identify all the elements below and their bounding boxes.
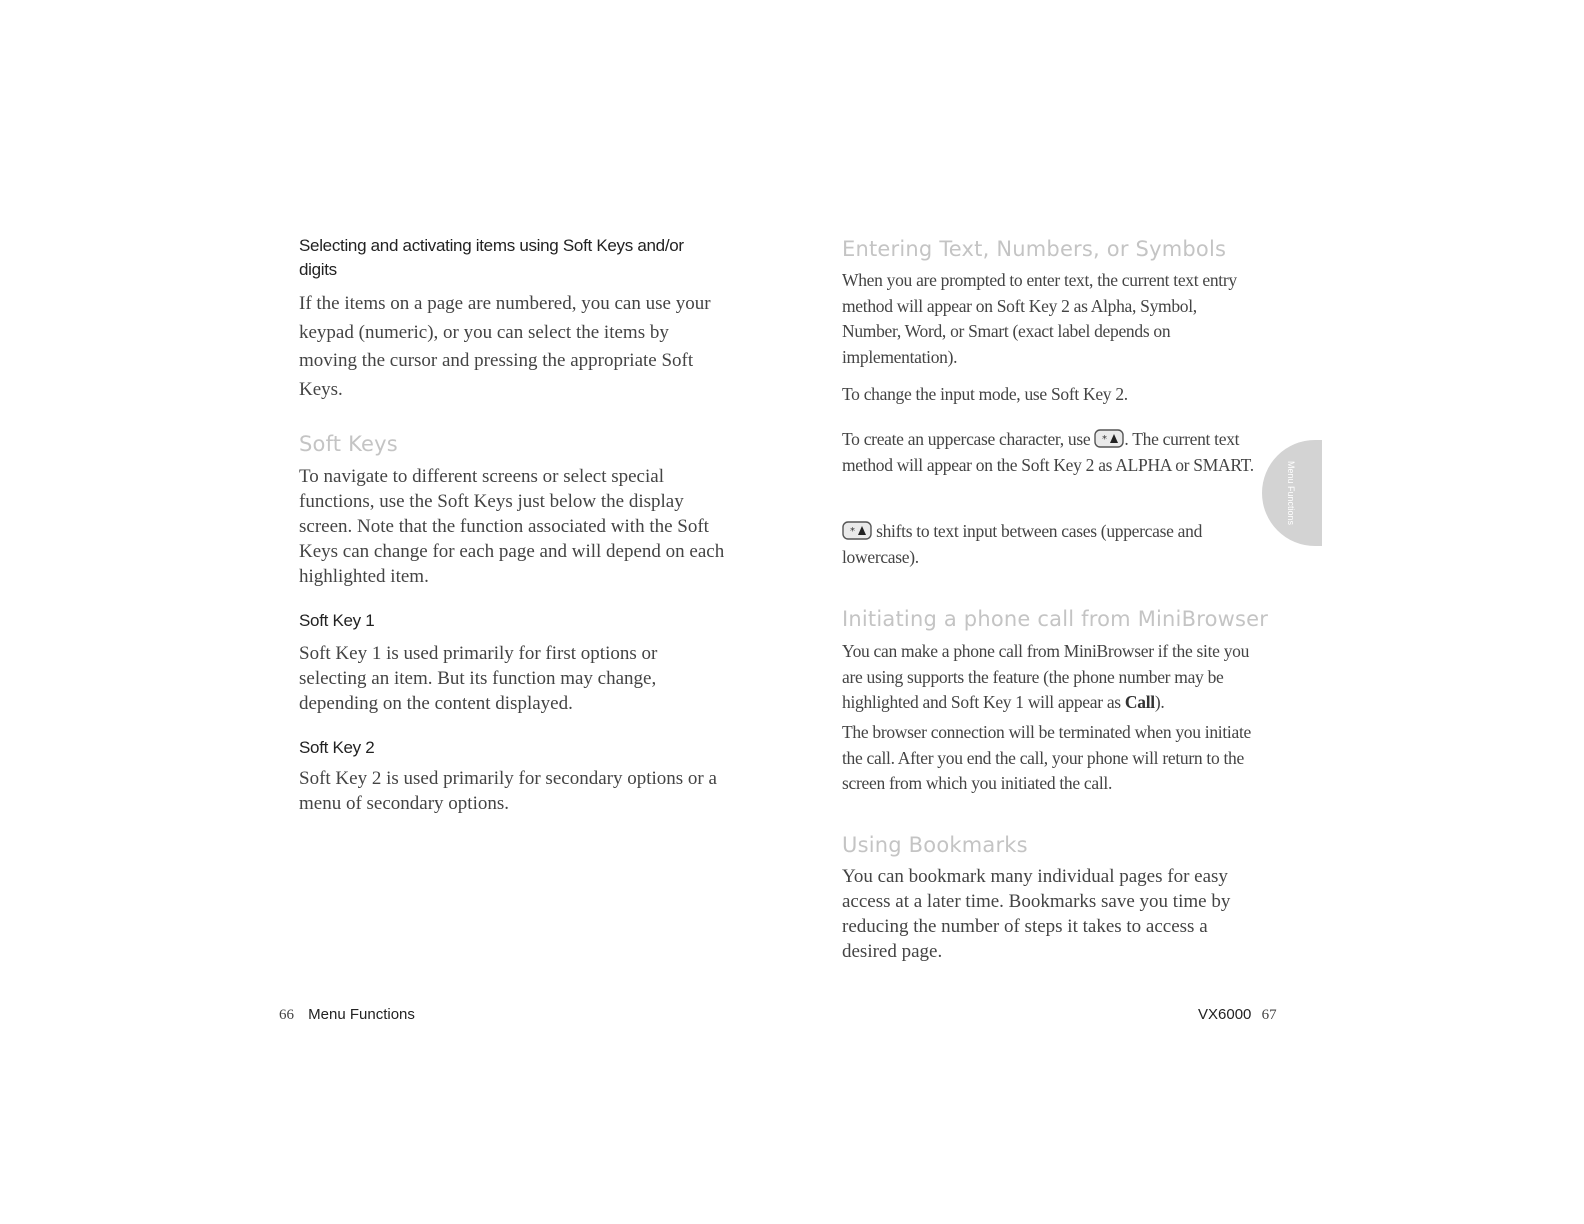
svg-text:*: *: [850, 526, 855, 537]
phone-call-heading: Initiating a phone call from MiniBrowser: [842, 607, 1269, 631]
phone-call-text-before: You can make a phone call from MiniBrowser if the site you are using supports the feature (the phone number may be highlighted and Soft Key 1 will appear as: [842, 641, 1250, 712]
soft-keys-paragraph: To navigate to different screens or select special functions, use the Soft Keys just below the display screen. Note that the function associated with the Soft Keys can change for each page and will depend on each highlighted item.: [299, 466, 725, 587]
intro-subheading: Selecting and activating items using Soft Keys and/or digits: [299, 236, 684, 279]
change-mode-paragraph: To change the input mode, use Soft Key 2.: [842, 384, 1128, 404]
soft-key-2-paragraph: Soft Key 2 is used primarily for secondary options or a menu of secondary options.: [299, 768, 717, 814]
bookmarks-paragraph: You can bookmark many individual pages for easy access at a later time. Bookmarks save you time by reducing the number of steps it takes to access a desired page.: [842, 866, 1231, 962]
entering-text-heading: Entering Text, Numbers, or Symbols: [842, 237, 1227, 261]
right-page-number: 67: [1261, 1007, 1277, 1023]
call-label: Call: [1124, 692, 1155, 712]
section-side-tab-label: Menu Functions: [1286, 460, 1296, 526]
browser-termination-paragraph: The browser connection will be terminated when you initiate the call. After you end the call, your phone will return to the screen from which you initiated the call.: [842, 722, 1251, 793]
soft-key-1-subheading: Soft Key 1: [299, 611, 375, 630]
uppercase-text-before: To create an uppercase character, use: [842, 429, 1091, 449]
star-shift-key-icon: [842, 521, 872, 540]
svg-text:*: *: [1102, 434, 1108, 445]
shift-paragraph: [842, 519, 1262, 570]
left-footer: [279, 1006, 415, 1024]
left-footer-title: Menu Functions: [308, 1006, 415, 1023]
shift-text: shifts to text input between cases (uppercase and lowercase).: [842, 521, 1203, 567]
left-page-number: 66: [279, 1007, 294, 1023]
entering-text-paragraph: When you are prompted to enter text, the current text entry method will appear on Soft Key 2 as Alpha, Symbol, Number, Word, or Smart (exact label depends on implementation).: [842, 270, 1237, 367]
phone-call-paragraph: [842, 639, 1262, 716]
soft-key-2-subheading: Soft Key 2: [299, 738, 375, 757]
intro-paragraph: If the items on a page are numbered, you can use your keypad (numeric), or you can select the items by moving the cursor and pressing the appropriate Soft Keys.: [299, 293, 711, 400]
right-footer: [1198, 1006, 1277, 1024]
uppercase-text-after: . The current text method will appear on the Soft Key 2 as ALPHA or SMART.: [842, 429, 1254, 475]
right-footer-model: VX6000: [1198, 1006, 1252, 1023]
uppercase-paragraph: [842, 427, 1262, 478]
star-shift-key-icon: [1094, 429, 1124, 448]
phone-call-text-after: ).: [1154, 692, 1165, 712]
bookmarks-heading: Using Bookmarks: [842, 833, 1028, 857]
soft-key-1-paragraph: Soft Key 1 is used primarily for first options or selecting an item. But its function may change, depending on the content displayed.: [299, 643, 658, 714]
soft-keys-heading: Soft Keys: [299, 432, 398, 456]
